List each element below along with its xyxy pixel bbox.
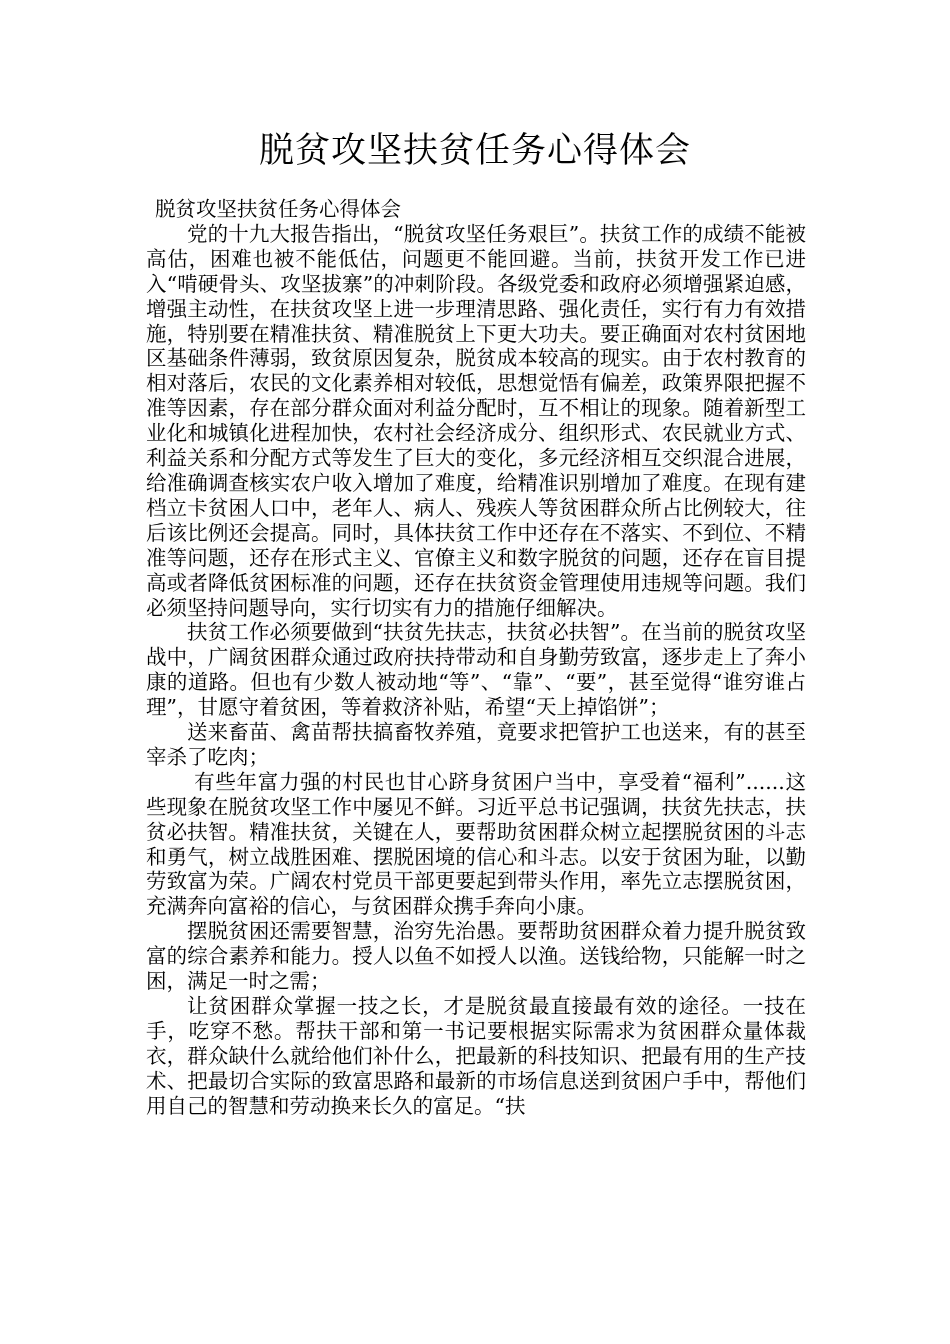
document-subtitle: 脱贫攻坚扶贫任务心得体会	[155, 197, 401, 221]
document-title: 脱贫攻坚扶贫任务心得体会	[258, 131, 691, 171]
paragraph-5: 摆脱贫困还需要智慧，治穷先治愚。要帮助贫困群众着力提升脱贫致富的综合素养和能力。授人以鱼不如授人以渔。送钱给物，只能解一时之困，满足一时之需；	[146, 919, 806, 994]
paragraph-4: 有些年富力强的村民也甘心跻身贫困户当中，享受着“福利”......这些现象在脱贫攻坚工作中屡见不鲜。习近平总书记强调，扶贫先扶志，扶贫必扶智。精准扶贫，关键在人，要帮助贫困群众树立起摆脱贫困的斗志和勇气，树立战胜困难、摆脱困境的信心和斗志。以安于贫困为耻，以勤劳致富为荣。广阔农村党员干部更要起到带头作用，率先立志摆脱贫困，充满奔向富裕的信心，与贫困群众携手奔向小康。	[146, 769, 806, 919]
paragraph-6: 让贫困群众掌握一技之长，才是脱贫最直接最有效的途径。一技在手，吃穿不愁。帮扶干部和第一书记要根据实际需求为贫困群众量体裁衣，群众缺什么就给他们补什么，把最新的科技知识、把最有用的生产技术、把最切合实际的致富思路和最新的市场信息送到贫困户手中，帮他们用自己的智慧和劳动换来长久的富足。“扶	[146, 994, 806, 1118]
paragraph-2: 扶贫工作必须要做到“扶贫先扶志，扶贫必扶智”。在当前的脱贫攻坚战中，广阔贫困群众通过政府扶持带动和自身勤劳致富，逐步走上了奔小康的道路。但也有少数人被动地“等”、“靠”、“要”，甚至觉得“谁穷谁占理”，甘愿守着贫困，等着救济补贴，希望“天上掉馅饼”；	[146, 620, 806, 720]
paragraph-3: 送来畜苗、禽苗帮扶搞畜牧养殖，竟要求把管护工也送来，有的甚至宰杀了吃肉；	[146, 720, 806, 769]
document-body	[146, 197, 806, 1119]
paragraph-1: 党的十九大报告指出，“脱贫攻坚任务艰巨”。扶贫工作的成绩不能被高估，困难也被不能低估，问题更不能回避。当前，扶贫开发工作已进入“啃硬骨头、攻坚拔寨”的冲刺阶段。各级党委和政府必须增强紧迫感，增强主动性，在扶贫攻坚上进一步理清思路、强化责任，实行有力有效措施，特别要在精准扶贫、精准脱贫上下更大功夫。要正确面对农村贫困地区基础条件薄弱，致贫原因复杂，脱贫成本较高的现实。由于农村教育的相对落后，农民的文化素养相对较低，思想觉悟有偏差，政策界限把握不准等因素，存在部分群众面对利益分配时，互不相让的现象。随着新型工业化和城镇化进程加快，农村社会经济成分、组织形式、农民就业方式、利益关系和分配方式等发生了巨大的变化，多元经济相互交织混合进展，给准确调查核实农户收入增加了难度，给精准识别增加了难度。在现有建档立卡贫困人口中，老年人、病人、残疾人等贫困群众所占比例较大，往后该比例还会提高。同时，具体扶贫工作中还存在不落实、不到位、不精准等问题，还存在形式主义、官僚主义和数字脱贫的问题，还存在盲目提高或者降低贫困标准的问题，还存在扶贫资金管理使用违规等问题。我们必须坚持问题导向，实行切实有力的措施仔细解决。	[146, 221, 806, 620]
